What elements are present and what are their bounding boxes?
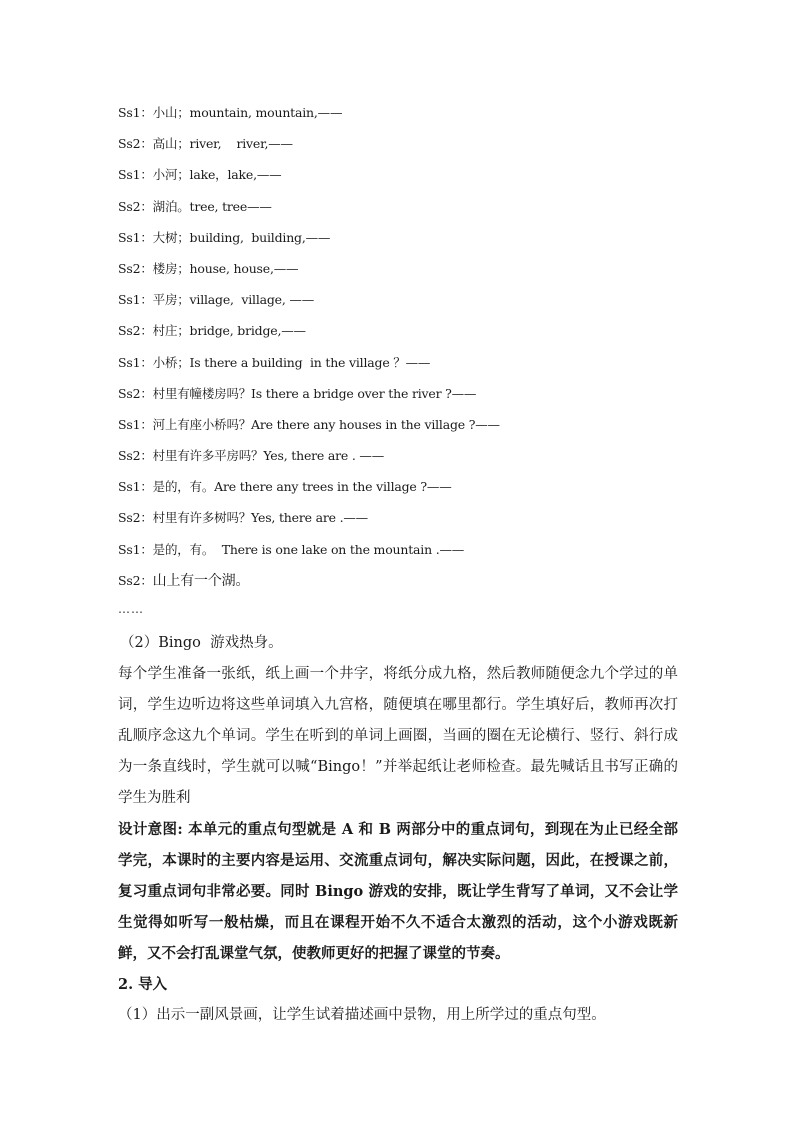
- speaker-label: Ss2：: [118, 323, 153, 339]
- dialogue-line: [118, 194, 718, 225]
- speaker-label: Ss1：: [118, 167, 153, 183]
- dialogue-line: [118, 412, 718, 443]
- main-text: [118, 628, 678, 1031]
- dialogue-line: [118, 350, 718, 381]
- dialogue-line: [118, 474, 718, 505]
- bingo-paragraph: 每个学生准备一张纸，纸上画一个井字，将纸分成九格，然后教师随便念九个学过的单词，学生边听边将这些单词填入九宫格，随便填在哪里都行。学生填好后，教师再次打乱顺序念这九个单词。学生在听到的单词上画圈，当画的圈在无论横行、竖行、斜行成为一条直线时，学生就可以喊“Bingo！”并举起纸让老师检查。最先喊话且书写正确的学生为胜利: [118, 666, 678, 806]
- dialogue-line: [118, 443, 718, 474]
- dialogue-text: 小河；lake，lake,——: [152, 167, 282, 183]
- speaker-label: Ss1：: [118, 354, 153, 370]
- speaker-label: Ss2：: [118, 448, 153, 464]
- dialogue-line: [118, 537, 718, 568]
- dialogue-text: 小桥；Is there a building in the village ？——: [152, 354, 431, 370]
- dialogue-text: 河上有座小桥吗？Are there any houses in the village ?——: [152, 416, 500, 432]
- dialogue-list: [118, 100, 718, 599]
- speaker-label: Ss2：: [118, 198, 153, 214]
- speaker-label: Ss2：: [118, 136, 153, 152]
- dialogue-text: 平房；village, village, ——: [152, 292, 315, 308]
- dialogue-text: 是的，有。Are there any trees in the village ?——: [152, 479, 452, 495]
- speaker-label: Ss2：: [118, 385, 153, 401]
- dialogue-text: 村庄；bridge, bridge,——: [152, 323, 306, 339]
- speaker-label: Ss1：: [118, 292, 153, 308]
- speaker-label: Ss1：: [118, 229, 153, 245]
- ellipsis: ……: [118, 602, 144, 616]
- speaker-label: Ss2：: [118, 260, 153, 276]
- dialogue-text: 村里有许多平房吗？Yes, there are . ——: [152, 448, 385, 464]
- dialogue-line: [118, 256, 718, 287]
- dialogue-line: [118, 318, 718, 349]
- section-item-1: （1）出示一副风景画，让学生试着描述画中景物，用上所学过的重点句型。: [118, 1007, 606, 1023]
- dialogue-text: 山上有一个湖。: [152, 572, 250, 589]
- dialogue-text: 湖泊。tree, tree——: [152, 198, 272, 214]
- speaker-label: Ss1：: [118, 479, 153, 495]
- dialogue-text: 村里有幢楼房吗？Is there a bridge over the river ?——: [152, 385, 477, 401]
- speaker-label: Ss1：: [118, 416, 153, 432]
- dialogue-line: [118, 225, 718, 256]
- design-intent-paragraph: 设计意图: 本单元的重点句型就是 A 和 B 两部分中的重点词句，到现在为止已经全部学完，本课时的主要内容是运用、交流重点词句，解决实际问题，因此，在授课之前，复习重点词句非常必要。同时 Bingo 游戏的安排，既让学生背写了单词，又不会让学生觉得如听写一般枯燥，而且在课程开始不久不适合太激烈的活动，这个小游戏既新鲜，又不会打乱课堂气氛，使教师更好的把握了课堂的节奏。: [118, 821, 678, 962]
- speaker-label: Ss2：: [118, 510, 153, 526]
- dialogue-line: [118, 568, 718, 599]
- dialogue-text: 小山；mountain, mountain,——: [152, 105, 343, 120]
- speaker-label: Ss2：: [118, 572, 153, 588]
- dialogue-line: [118, 287, 718, 318]
- speaker-label: Ss1：: [118, 541, 153, 557]
- dialogue-text: 村里有许多树吗？Yes, there are .——: [152, 510, 368, 526]
- dialogue-text: 大树；building, building,——: [152, 229, 331, 245]
- dialogue-line: [118, 100, 718, 131]
- dialogue-line: [118, 162, 718, 193]
- dialogue-text: 高山；river, river,——: [152, 136, 293, 152]
- speaker-label: Ss1：: [118, 105, 153, 120]
- dialogue-text: 楼房；house, house,——: [152, 260, 299, 276]
- dialogue-line: [118, 505, 718, 536]
- bingo-heading: （2）Bingo 游戏热身。: [120, 635, 283, 651]
- dialogue-line: [118, 131, 718, 162]
- section-heading: 2. 导入: [118, 976, 168, 993]
- dialogue-text: 是的，有。 There is one lake on the mountain .——: [152, 541, 465, 557]
- dialogue-line: [118, 381, 718, 412]
